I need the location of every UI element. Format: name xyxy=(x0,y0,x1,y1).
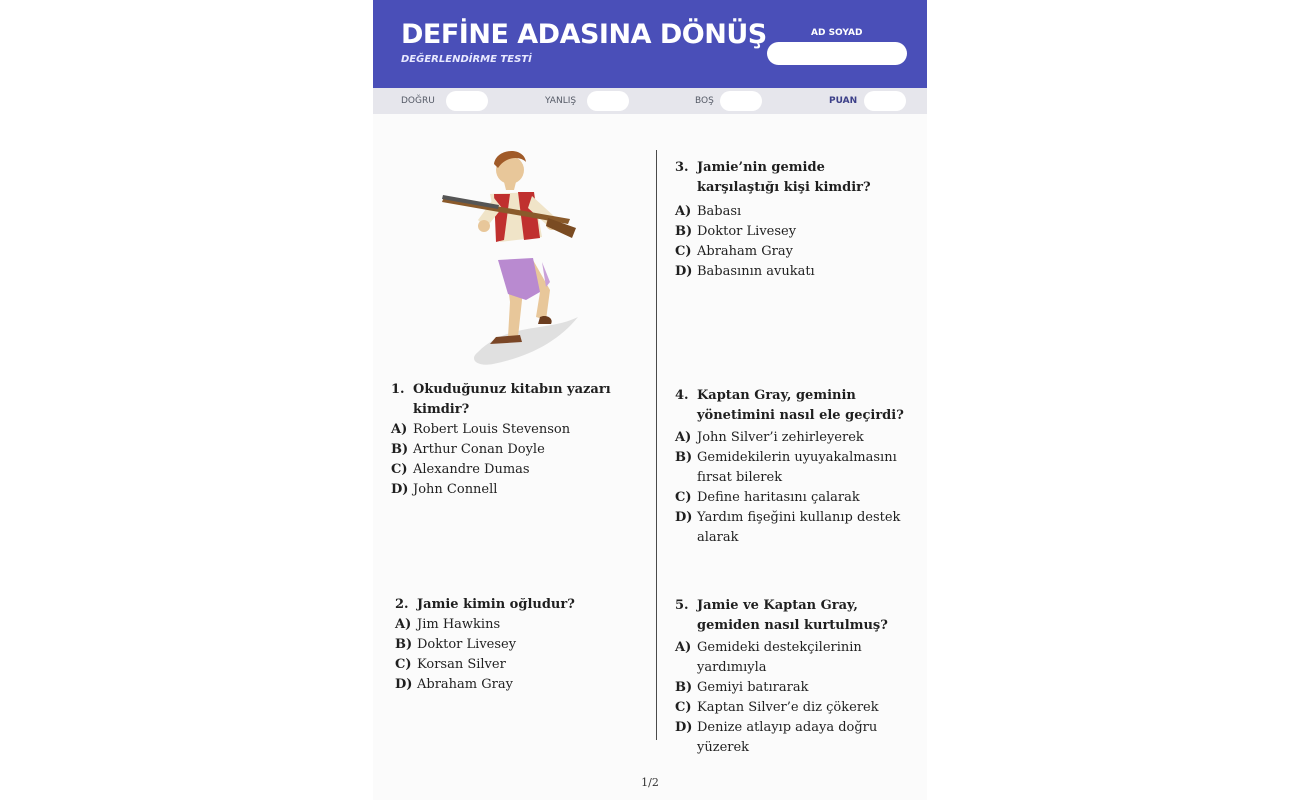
question-text: 3. Jamie’nin gemide karşılaştığı kişi kimdir? xyxy=(675,160,871,195)
page-title: DEFİNE ADASINA DÖNÜŞ xyxy=(401,19,767,50)
option-d[interactable]: D) Denize atlayıp adaya doğru yüzerek xyxy=(675,720,878,755)
option-b[interactable]: B) Gemidekilerin uyuyakalmasını fırsat bilerek xyxy=(675,450,897,485)
question-2 xyxy=(395,595,650,695)
option-c[interactable]: C) Alexandre Dumas xyxy=(391,462,530,477)
worksheet-page xyxy=(373,0,927,800)
option-d[interactable]: D) Abraham Gray xyxy=(395,677,513,692)
empty-label: BOŞ xyxy=(695,96,714,106)
column-divider xyxy=(656,150,657,740)
correct-field[interactable] xyxy=(446,91,488,111)
name-label: AD SOYAD xyxy=(811,28,863,38)
option-d[interactable]: D) Babasının avukatı xyxy=(675,264,815,279)
name-field[interactable] xyxy=(767,42,907,65)
option-b[interactable]: B) Doktor Livesey xyxy=(395,637,517,652)
option-a[interactable]: A) Robert Louis Stevenson xyxy=(391,422,571,437)
question-1 xyxy=(391,380,653,500)
question-text: 4. Kaptan Gray, geminin yönetimini nasıl ele geçirdi? xyxy=(675,388,904,423)
page-number: 1/2 xyxy=(641,776,659,789)
score-bar xyxy=(373,88,927,114)
header-banner xyxy=(373,0,927,88)
option-a[interactable]: A) Jim Hawkins xyxy=(395,617,501,632)
question-text: 1. Okuduğunuz kitabın yazarı kimdir? xyxy=(391,382,611,417)
wrong-field[interactable] xyxy=(587,91,629,111)
option-c[interactable]: C) Kaptan Silver’e diz çökerek xyxy=(675,700,879,715)
option-a[interactable]: A) Babası xyxy=(675,204,742,219)
score-field[interactable] xyxy=(864,91,906,111)
option-c[interactable]: C) Abraham Gray xyxy=(675,244,793,259)
question-text: 2. Jamie kimin oğludur? xyxy=(395,597,575,612)
score-label: PUAN xyxy=(829,96,858,106)
wrong-label: YANLIŞ xyxy=(545,96,577,106)
option-b[interactable]: B) Doktor Livesey xyxy=(675,224,797,239)
option-d[interactable]: D) Yardım fişeğini kullanıp destek alarak xyxy=(675,510,901,545)
option-c[interactable]: C) Korsan Silver xyxy=(395,657,506,672)
option-c[interactable]: C) Define haritasını çalarak xyxy=(675,490,860,505)
correct-label: DOĞRU xyxy=(401,96,435,106)
question-3 xyxy=(675,158,910,282)
question-4 xyxy=(675,386,915,548)
page-subtitle: DEĞERLENDİRME TESTİ xyxy=(401,54,532,65)
question-text: 5. Jamie ve Kaptan Gray, gemiden nasıl kurtulmuş? xyxy=(675,598,888,633)
option-a[interactable]: A) Gemideki destekçilerinin yardımıyla xyxy=(675,640,862,675)
boy-with-rifle-illustration xyxy=(438,142,588,377)
question-5 xyxy=(675,596,920,758)
option-d[interactable]: D) John Connell xyxy=(391,482,498,497)
empty-field[interactable] xyxy=(720,91,762,111)
option-b[interactable]: B) Arthur Conan Doyle xyxy=(391,442,545,457)
option-b[interactable]: B) Gemiyi batırarak xyxy=(675,680,809,695)
option-a[interactable]: A) John Silver’i zehirleyerek xyxy=(675,430,864,445)
